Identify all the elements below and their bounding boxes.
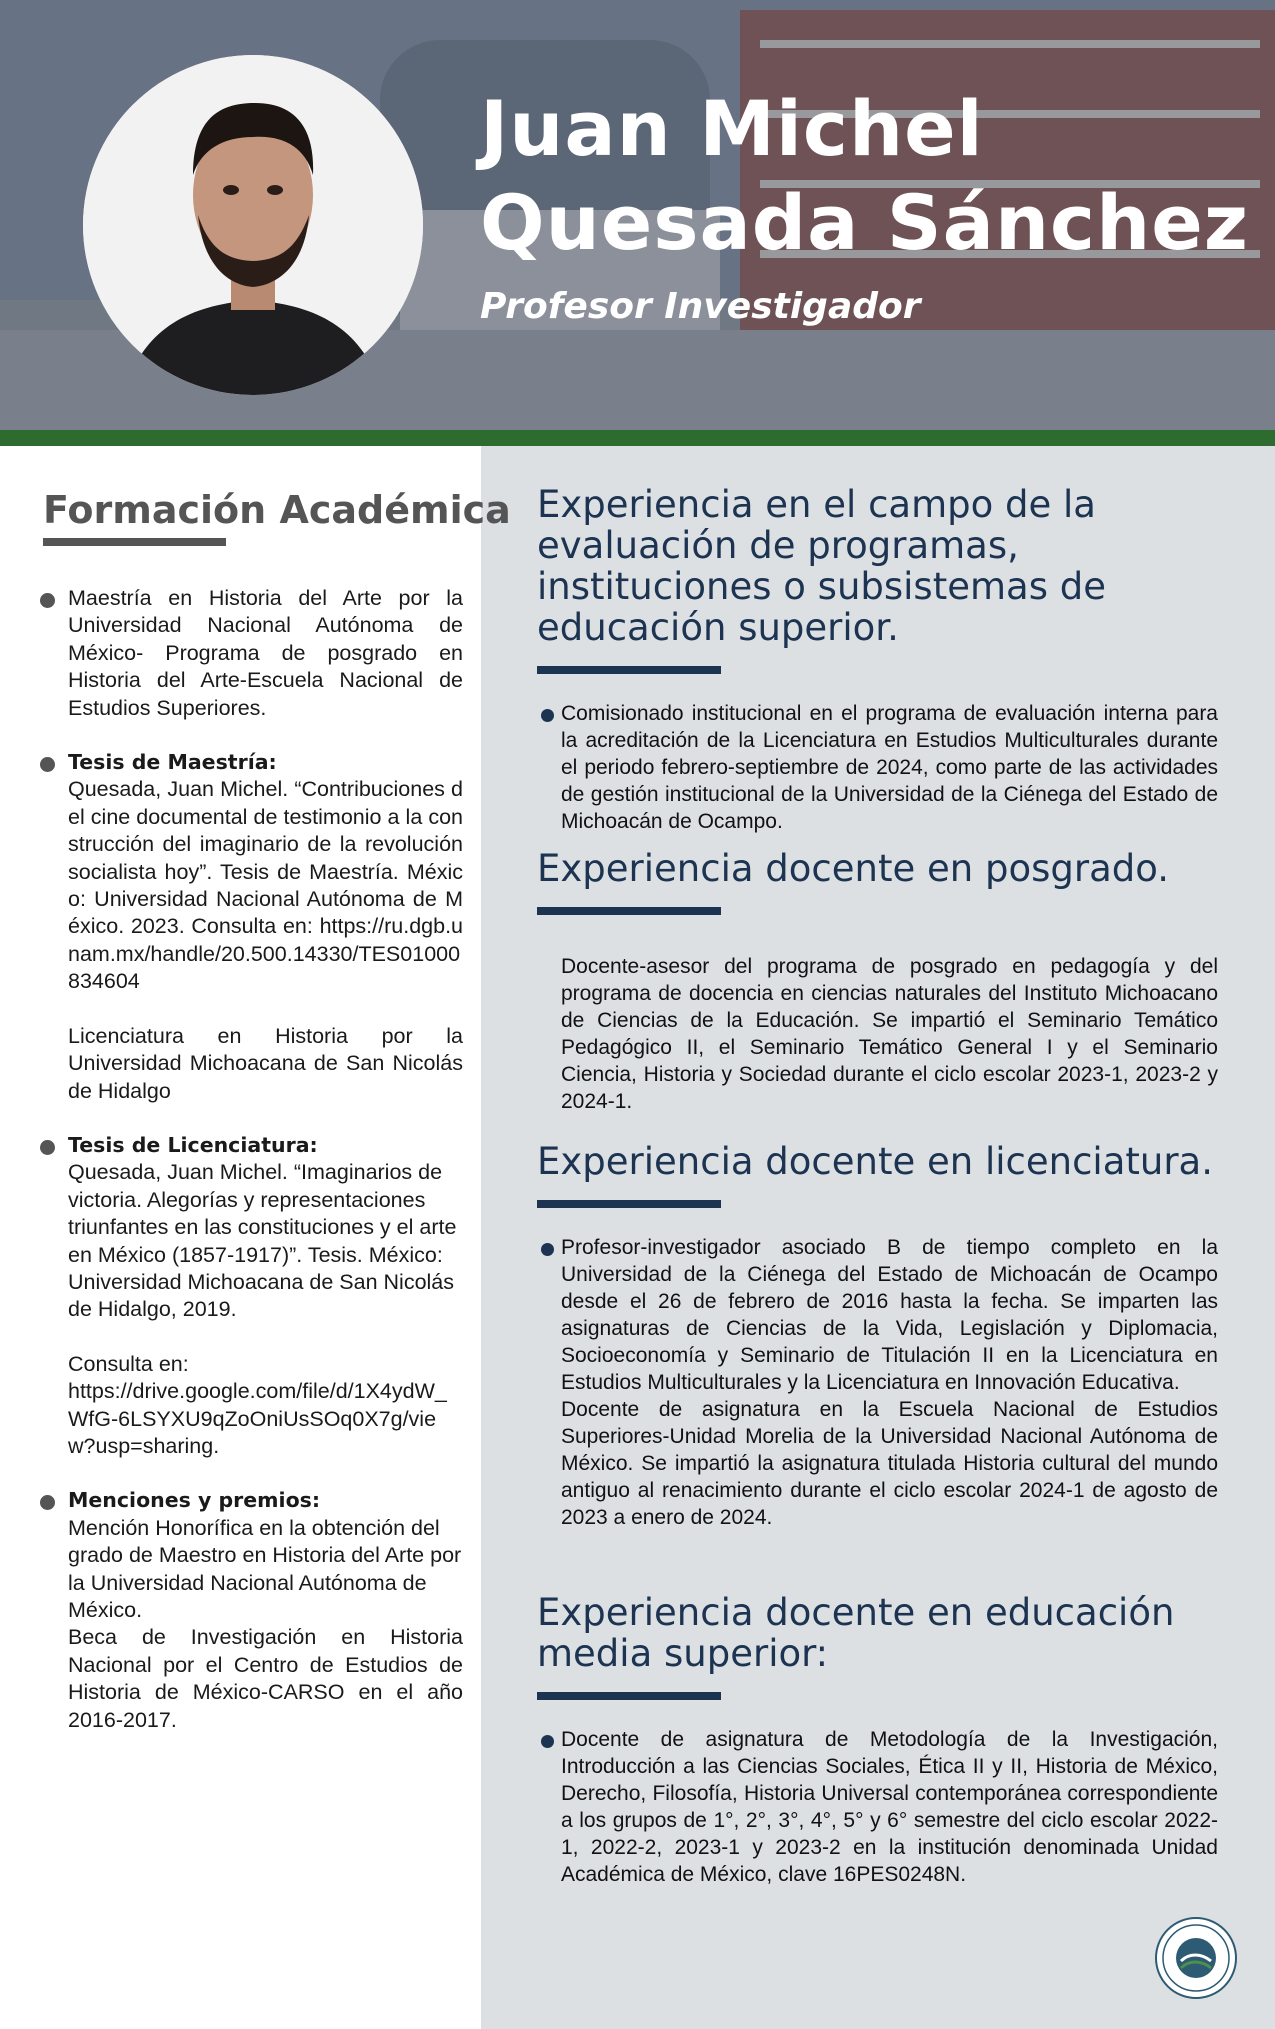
section-underline bbox=[537, 666, 721, 674]
mencion-2: Beca de Investigación en Historia Nacional por el Centro de Estudios de Historia de México-CARSO en el año 2016-2017. bbox=[68, 1625, 463, 1732]
section-licenciatura bbox=[537, 1141, 1237, 1531]
person-portrait-icon bbox=[83, 55, 423, 395]
formacion-title: Formación Académica bbox=[43, 488, 511, 532]
bullet-icon bbox=[541, 1735, 554, 1748]
seal-icon bbox=[1157, 1919, 1235, 1997]
section-media-superior-body bbox=[537, 1726, 1218, 1888]
formacion-list bbox=[38, 585, 463, 1761]
bullet-icon bbox=[40, 1140, 55, 1155]
green-divider bbox=[0, 430, 1275, 446]
maestria-text: Maestría en Historia del Arte por la Universidad Nacional Autónoma de México- Programa de posgrado en Historia del Arte-Escuela Nacional de Estudios Superiores. bbox=[68, 586, 463, 720]
consulta-label: Consulta en: bbox=[68, 1351, 189, 1376]
tesis-maestria-text: Quesada, Juan Michel. “Contribuciones del cine documental de testimonio a la construcción del imaginario de la revolución socialista hoy”. Tesis de Maestría. México: Universidad Nacional Autónoma de México. 2023. Consulta en: https://ru.dgb.unam.mx/handle/20.500.14330/TES01000834604 bbox=[68, 777, 463, 994]
list-item-menciones bbox=[38, 1487, 463, 1734]
section-evaluacion bbox=[537, 484, 1237, 835]
section-underline bbox=[537, 1200, 721, 1208]
name-line-1: Juan Michel bbox=[480, 84, 984, 173]
bullet-icon bbox=[541, 709, 554, 722]
section-underline bbox=[537, 1692, 721, 1700]
section-posgrado-body bbox=[537, 953, 1218, 1115]
section-evaluacion-text: Comisionado institucional en el programa de evaluación interna para la acreditación de la Licenciatura en Estudios Multiculturales durante el periodo febrero-septiembre de 2024, como parte de las actividades de gestión institucional de la Universidad de la Ciénega del Estado de Michoacán de Ocampo. bbox=[561, 702, 1218, 833]
tesis-maestria-label: Tesis de Maestría: bbox=[68, 750, 277, 775]
section-licenciatura-text-1: Profesor-investigador asociado B de tiempo completo en la Universidad de la Ciénega del Estado de Michoacán de Ocampo desde el 26 de febrero de 2016 hasta la fecha. Se imparten las asignaturas de Ciencias de la Vida, Legislación y Diplomacia, Socioeconomía y Seminario de Titulación II en la Licenciatura en Estudios Multiculturales y la Licenciatura en Innovación Educativa. bbox=[561, 1236, 1218, 1394]
tesis-lic-label: Tesis de Licenciatura: bbox=[68, 1132, 318, 1157]
section-licenciatura-title: Experiencia docente en licenciatura. bbox=[537, 1140, 1213, 1183]
section-posgrado-text: Docente-asesor del programa de posgrado en pedagogía y del programa de docencia en ciencias naturales del Instituto Michoacano de Ciencias de la Educación. Se impartió el Seminario Temático Pedagógico II, el Seminario Temático General I y el Seminario Ciencia, Historia y Sociedad durante el ciclo escolar 2023-1, 2023-2 y 2024-1. bbox=[561, 955, 1218, 1113]
menciones-label: Menciones y premios: bbox=[68, 1488, 321, 1513]
section-media-superior bbox=[537, 1592, 1237, 1888]
list-item-maestria bbox=[38, 585, 463, 722]
section-evaluacion-body bbox=[537, 700, 1218, 835]
bullet-icon bbox=[40, 757, 55, 772]
bullet-icon bbox=[541, 1243, 554, 1256]
consulta-link[interactable]: https://drive.google.com/file/d/1X4ydW_WfG-6LSYXU9qZoOniUsSOq0X7g/view?usp=sharing. bbox=[68, 1379, 447, 1458]
tesis-lic-text: Quesada, Juan Michel. “Imaginarios de victoria. Alegorías y representaciones triunfantes en las constituciones y el arte en México (1857-1917)”. Tesis. México: Universidad Michoacana de San Nicolás de Hidalgo, 2019. bbox=[68, 1160, 457, 1322]
section-licenciatura-body bbox=[537, 1234, 1218, 1531]
list-item-tesis-licenciatura bbox=[38, 1132, 463, 1460]
section-evaluacion-title: Experiencia en el campo de la evaluación de programas, instituciones o subsistemas de educación superior. bbox=[537, 483, 1106, 649]
university-seal-logo bbox=[1155, 1917, 1237, 1999]
formacion-underline bbox=[43, 538, 226, 546]
section-underline bbox=[537, 907, 721, 915]
person-name bbox=[480, 82, 1249, 270]
list-item-tesis-maestria bbox=[38, 749, 463, 1105]
job-title: Profesor Investigador bbox=[480, 286, 921, 327]
profile-photo bbox=[83, 55, 423, 395]
bullet-icon bbox=[40, 1495, 55, 1510]
section-licenciatura-text-2: Docente de asignatura en la Escuela Nacional de Estudios Superiores-Unidad Morelia de la Universidad Nacional Autónoma de México. Se impartió la asignatura titulada Historia cultural del mundo antiguo al renacimiento durante el ciclo escolar 2024-1 de agosto de 2023 a enero de 2024. bbox=[561, 1398, 1218, 1529]
section-posgrado-title: Experiencia docente en posgrado. bbox=[537, 847, 1169, 890]
licenciatura-text: Licenciatura en Historia por la Universidad Michoacana de San Nicolás de Hidalgo bbox=[68, 1023, 463, 1103]
name-line-2: Quesada Sánchez bbox=[480, 178, 1249, 267]
bullet-icon bbox=[40, 593, 55, 608]
section-posgrado bbox=[537, 848, 1237, 1115]
section-media-superior-text: Docente de asignatura de Metodología de la Investigación, Introducción a las Ciencias Sociales, Ética II y II, Historia de México, Derecho, Filosofía, Historia Universal contemporánea correspondiente a los grupos de 1°, 2°, 3°, 4°, 5° y 6° semestre del ciclo escolar 2022-1, 2022-2, 2023-1 y 2023-2 en la institución denominada Unidad Académica de México, clave 16PES0248N. bbox=[561, 1728, 1218, 1886]
section-media-superior-title: Experiencia docente en educación media superior: bbox=[537, 1591, 1175, 1675]
mencion-1: Mención Honorífica en la obtención del grado de Maestro en Historia del Arte por la Universidad Nacional Autónoma de México. bbox=[68, 1515, 462, 1622]
